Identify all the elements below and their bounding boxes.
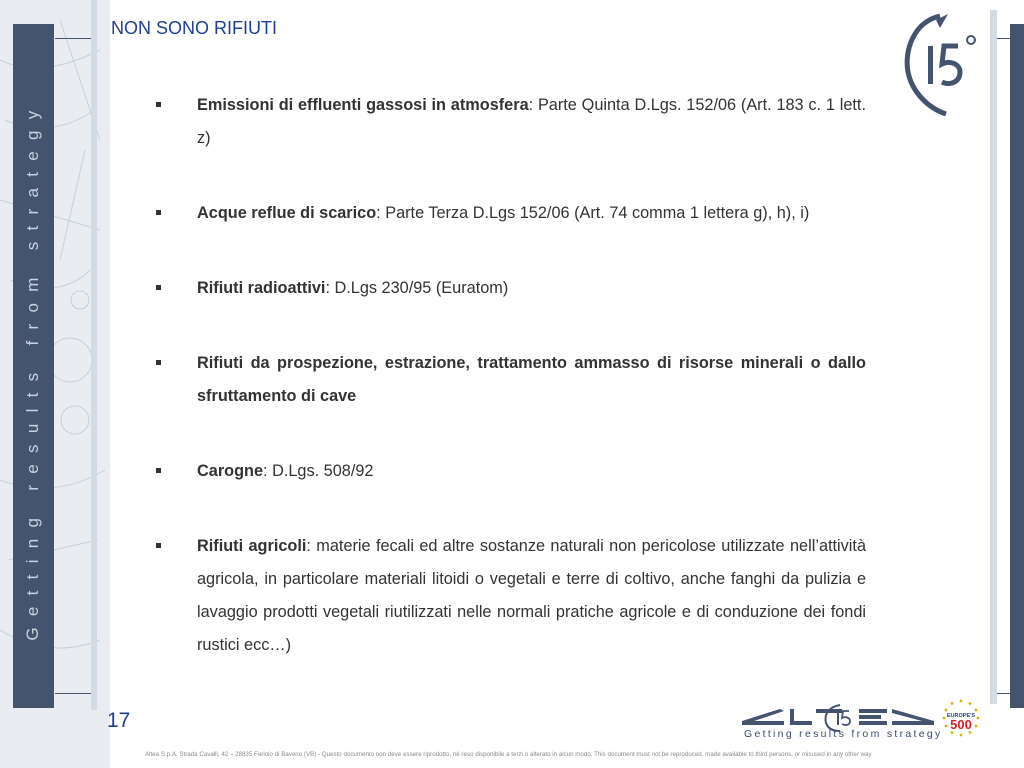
list-item	[156, 347, 866, 413]
square-bullet-icon	[156, 102, 161, 107]
item-term: Acque reflue di scarico	[197, 204, 377, 222]
right-divider-bottom	[997, 693, 1010, 694]
badge-label: EUROPE'S	[946, 713, 976, 719]
list-item	[156, 89, 866, 155]
right-divider-top	[997, 38, 1010, 39]
square-bullet-icon	[156, 360, 161, 365]
band-divider-top	[55, 38, 93, 39]
item-term: Carogne	[197, 462, 264, 480]
item-text: : D.Lgs. 508/92	[263, 462, 374, 480]
item-term: Emissioni di effluenti gassosi in atmosfera	[197, 96, 529, 114]
vertical-tagline: Getting results from strategy	[23, 99, 42, 641]
footer-disclaimer: Altea S.p.A. Strada Cavalli, 42 – 28835 Feriolo di Baveno (VB) - Questo documento non deve essere riprodotto, né reso disponibile a terzi o alterato in alcun modo. This document must not be reproduced, made available to third persons, or misused in any other way	[145, 751, 872, 758]
item-term: Rifiuti radioattivi	[197, 279, 326, 297]
square-bullet-icon	[156, 468, 161, 473]
right-brand-stripe	[1010, 24, 1024, 708]
list-item	[156, 530, 866, 662]
item-term: Rifiuti agricoli	[197, 537, 307, 555]
bullet-list	[156, 89, 866, 662]
item-text: : D.Lgs 230/95 (Euratom)	[325, 279, 509, 297]
slide-title: NON SONO RIFIUTI	[111, 18, 277, 38]
item-text: : materie fecali ed altre sostanze naturali non pericolose utilizzate nell’attività agricola, in particolare materiali litoidi o vegetali e terre di coltivo, anche fanghi da pulizia e lavaggio prodotti vegetali riutilizzati nelle normali pratiche agricole e di conduzione dei fondi rustici ecc…)	[197, 537, 866, 654]
band-divider-bottom	[55, 693, 93, 694]
item-term: Rifiuti da prospezione, estrazione, trattamento ammasso di risorse minerali o dallo sfruttamento di cave	[197, 354, 866, 405]
logo-15-icon	[900, 10, 984, 116]
company-tagline: Getting results from strategy	[744, 728, 943, 740]
item-text: : Parte Quinta D.Lgs. 152/06 (Art. 183 c. 1 lett. z)	[197, 96, 866, 147]
list-item	[156, 272, 866, 305]
inner-rule-right	[990, 10, 997, 704]
square-bullet-icon	[156, 543, 161, 548]
item-text: : Parte Terza D.Lgs 152/06 (Art. 74 comma 1 lettera g), h), i)	[376, 204, 810, 222]
square-bullet-icon	[156, 285, 161, 290]
square-bullet-icon	[156, 210, 161, 215]
page-number: 17	[107, 709, 131, 732]
list-item	[156, 455, 866, 488]
badge-number: 500	[950, 717, 972, 732]
list-item	[156, 197, 866, 230]
europe-500-badge-icon	[942, 699, 980, 737]
inner-rule-left	[91, 0, 97, 710]
